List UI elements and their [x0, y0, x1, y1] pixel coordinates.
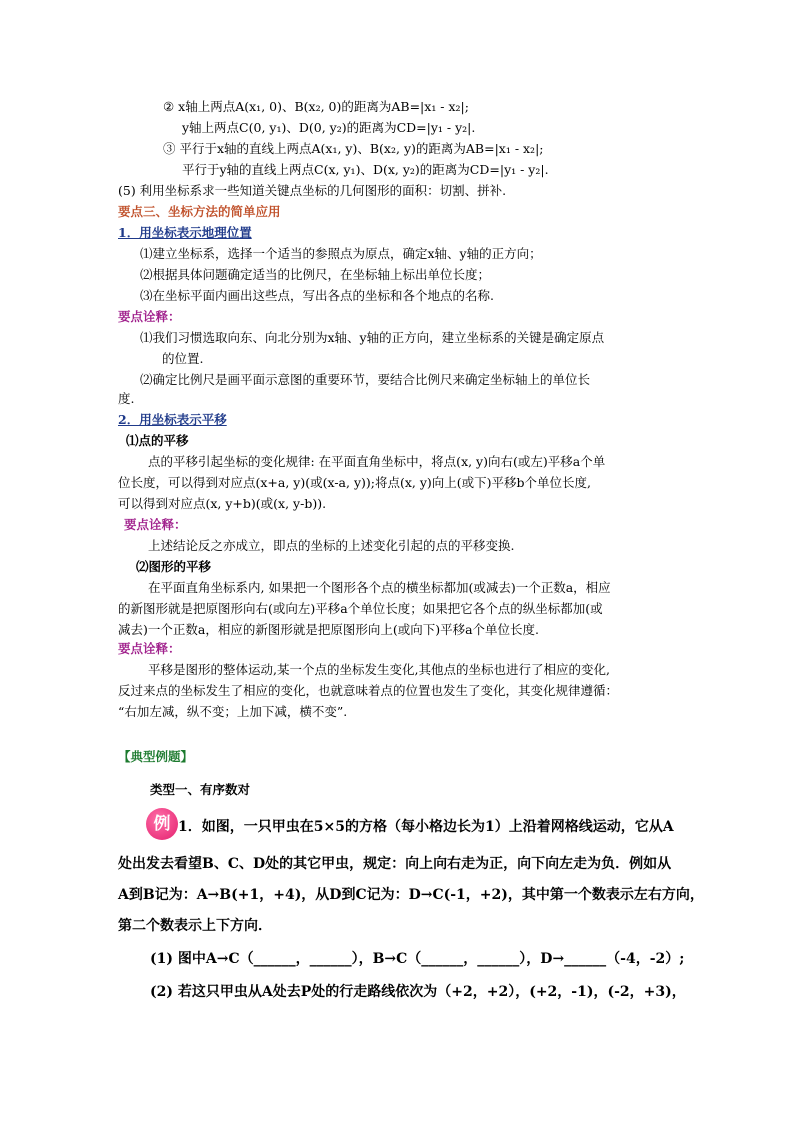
figure-translation-line-1: 在平面直角坐标系内, 如果把一个图形各个点的横坐标都加(或减去)一个正数a，相应 — [148, 580, 611, 595]
example-1-line-3: A到B记为：A→B(+1，+4)，从D到C记为：D→C(-1，+2)，其中第一个数表示左右方向， — [118, 887, 704, 903]
area-method-line: (5) 利用坐标系求一些知道关键点坐标的几何图形的面积：切割、拼补. — [118, 183, 507, 198]
example-1-line-4: 第二个数表示上下方向． — [118, 918, 272, 934]
point-translation-line-1: 点的平移引起坐标的变化规律: 在平面直角坐标中，将点(x, y)向右(或左)平移a个单 — [148, 454, 606, 469]
distance-rule-parallel-y: 平行于y轴的直线上两点C(x, y₁)、D(x, y₂)的距离为CD=|y₁ - y₂|. — [182, 162, 549, 177]
whole-motion-line-1: 平移是图形的整体运动,某一个点的坐标发生变化,其他点的坐标也进行了相应的变化, — [148, 662, 610, 677]
key-note-label-1: 要点诠释： — [118, 309, 181, 324]
key-note-label-2: 要点诠释： — [124, 517, 187, 532]
mnemonic-rule: “右加左减，纵不变；上加下减，横不变”. — [118, 704, 348, 719]
distance-rule-parallel-x: ③ 平行于x轴的直线上两点A(x₁, y)、B(x₂, y)的距离为AB=|x₁ - x₂|; — [163, 141, 544, 156]
whole-motion-line-2: 反过来点的坐标发生了相应的变化，也就意味着点的位置也发生了变化，其变化规律遵循： — [118, 683, 619, 698]
subheading-translation: 2．用坐标表示平移 — [118, 412, 227, 427]
figure-translation-line-3: 减去)一个正数a，相应的新图形就是把原图形向上(或向下)平移a个单位长度. — [118, 622, 540, 637]
example-1-question-2: (2) 若这只甲虫从A处去P处的行走路线依次为（+2，+2），(+2，-1)，(-2，+3)， — [150, 984, 686, 1000]
example-1-line-1: 1．如图，一只甲虫在5×5的方格（每小格边长为1）上沿着网格线运动，它从A — [178, 819, 674, 835]
figure-translation-line-2: 的新图形就是把原图形向右(或向左)平移a个单位长度；如果把它各个点的纵坐标都加(或 — [118, 601, 603, 616]
point-translation-line-3: 可以得到对应点(x, y+b)(或(x, y-b)). — [118, 496, 327, 511]
distance-rule-y-axis: y轴上两点C(0, y₁)、D(0, y₂)的距离为CD=|y₁ - y₂|. — [182, 120, 476, 135]
subheading-geo-location: 1．用坐标表示地理位置 — [118, 225, 252, 240]
point-translation-line-2: 位长度，可以得到对应点(x+a, y)(或(x-a, y));将点(x, y)向上(或下)平移b个单位长度, — [118, 475, 592, 490]
section-heading-3: 要点三、坐标方法的简单应用 — [118, 204, 281, 219]
note-2-line-2: 度. — [118, 391, 135, 406]
note-1-line-2: 的位置. — [162, 351, 204, 366]
step-1: ⑴建立坐标系，选择一个适当的参照点为原点，确定x轴、y轴的正方向； — [140, 246, 542, 261]
example-badge-icon: 例 — [146, 808, 178, 840]
note-2-line-1: ⑵确定比例尺是画平面示意图的重要环节，要结合比例尺来确定坐标轴上的单位长 — [140, 372, 591, 387]
key-note-label-3: 要点诠释： — [118, 641, 181, 656]
example-1-line-2: 处出发去看望B、C、D处的其它甲虫，规定：向上向右走为正，向下向左走为负．例如从 — [118, 856, 672, 872]
note-1-line-1: ⑴我们习惯选取向东、向北分别为x轴、y轴的正方向，建立坐标系的关键是确定原点 — [140, 330, 605, 345]
subheading-figure-translation: ⑵图形的平移 — [136, 559, 212, 574]
example-1-question-1: (1) 图中A→C（______，______），B→C（______，______），D→______（-4，-2）; — [150, 951, 685, 967]
converse-statement: 上述结论反之亦成立，即点的坐标的上述变化引起的点的平移变换. — [148, 538, 515, 553]
typical-examples-heading: 【典型例题】 — [118, 749, 194, 764]
distance-rule-x-axis: ② x轴上两点A(x₁, 0)、B(x₂, 0)的距离为AB=|x₁ - x₂|; — [163, 99, 469, 114]
type-1-heading: 类型一、有序数对 — [150, 782, 251, 797]
step-3: ⑶在坐标平面内画出这些点，写出各点的坐标和各个地点的名称. — [140, 288, 494, 303]
step-2: ⑵根据具体问题确定适当的比例尺，在坐标轴上标出单位长度； — [140, 267, 491, 282]
subheading-point-translation: ⑴点的平移 — [126, 433, 189, 448]
